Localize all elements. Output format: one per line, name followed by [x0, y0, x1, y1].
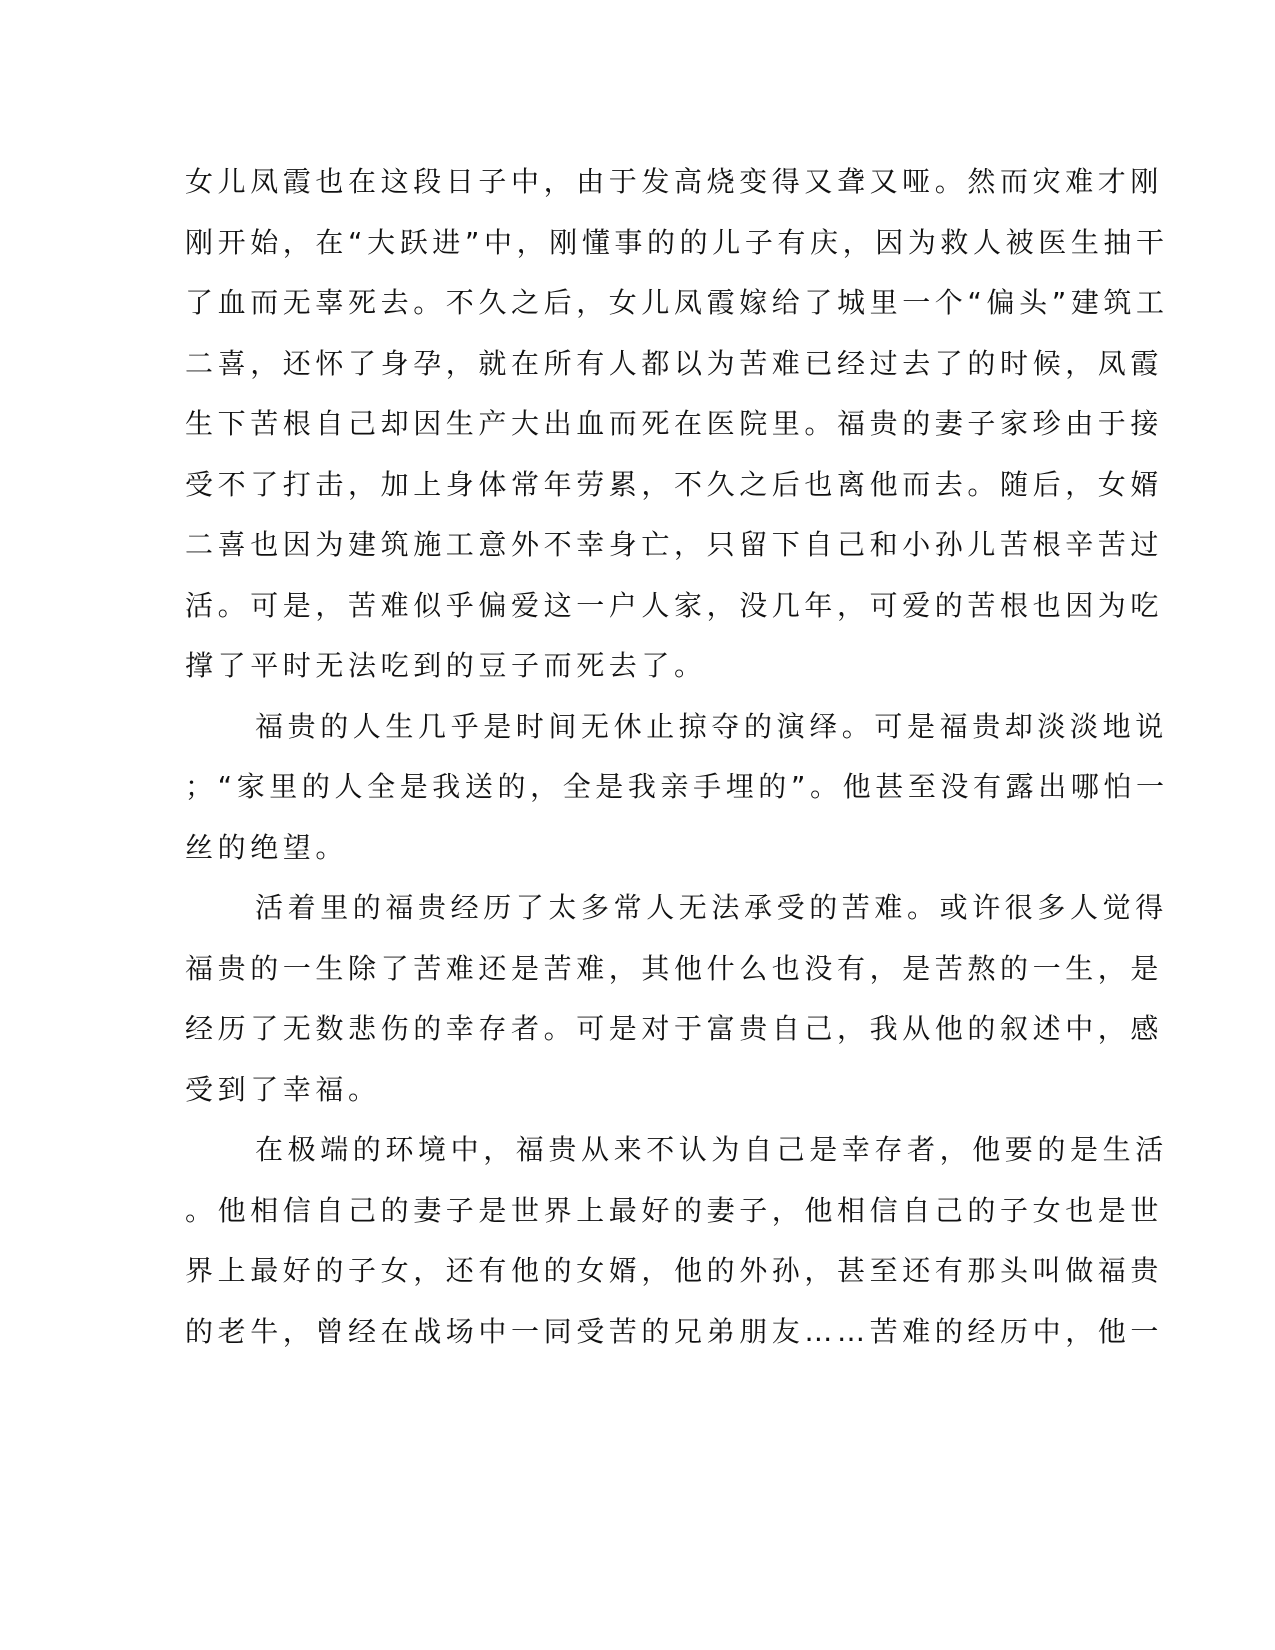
- text-line: 。他相信自己的妻子是世界上最好的妻子，他相信自己的子女也是世: [185, 1193, 1164, 1227]
- text-line: 经历了无数悲伤的幸存者。可是对于富贵自己，我从他的叙述中，感: [185, 1012, 1164, 1045]
- body-text: [185, 164, 1169, 1374]
- text-line: 福贵的一生除了苦难还是苦难，其他什么也没有，是苦熬的一生，是: [185, 951, 1164, 985]
- text-line: 刚开始，在“大跃进”中，刚懂事的的儿子有庆，因为救人被医生抽干: [185, 225, 1169, 259]
- paragraph-first-line: 福贵的人生几乎是时间无休止掠夺的演绎。可是福贵却淡淡地说: [255, 709, 1168, 743]
- text-line: 受不了打击，加上身体常年劳累，不久之后也离他而去。随后，女婿: [185, 467, 1164, 501]
- text-line: ；“家里的人全是我送的，全是我亲手埋的”。他甚至没有露出哪怕一: [185, 770, 1169, 803]
- text-line: 丝的绝望。: [185, 830, 349, 864]
- text-line: 撑了平时无法吃到的豆子而死去了。: [185, 649, 707, 682]
- paragraph-first-line: 活着里的福贵经历了太多常人无法承受的苦难。或许很多人觉得: [255, 891, 1168, 924]
- text-line: 受到了幸福。: [185, 1072, 381, 1106]
- text-line: 界上最好的子女，还有他的女婿，他的外孙，甚至还有那头叫做福贵: [185, 1254, 1164, 1287]
- text-line: 二喜也因为建筑施工意外不幸身亡，只留下自己和小孙儿苦根辛苦过: [185, 528, 1164, 561]
- paragraph-first-line: 在极端的环境中，福贵从来不认为自己是幸存者，他要的是生活: [255, 1133, 1168, 1166]
- text-line: 二喜，还怀了身孕，就在所有人都以为苦难已经过去了的时候，凤霞: [185, 346, 1164, 380]
- text-line: 女儿凤霞也在这段日子中，由于发高烧变得又聋又哑。然而灾难才刚: [185, 165, 1164, 198]
- text-line: 的老牛，曾经在战场中一同受苦的兄弟朋友……苦难的经历中，他一: [185, 1314, 1164, 1348]
- text-line: 活。可是，苦难似乎偏爱这一户人家，没几年，可爱的苦根也因为吃: [185, 588, 1164, 622]
- text-line: 了血而无辜死去。不久之后，女儿凤霞嫁给了城里一个“偏头”建筑工: [185, 286, 1169, 319]
- text-line: 生下苦根自己却因生产大出血而死在医院里。福贵的妻子家珍由于接: [185, 407, 1164, 440]
